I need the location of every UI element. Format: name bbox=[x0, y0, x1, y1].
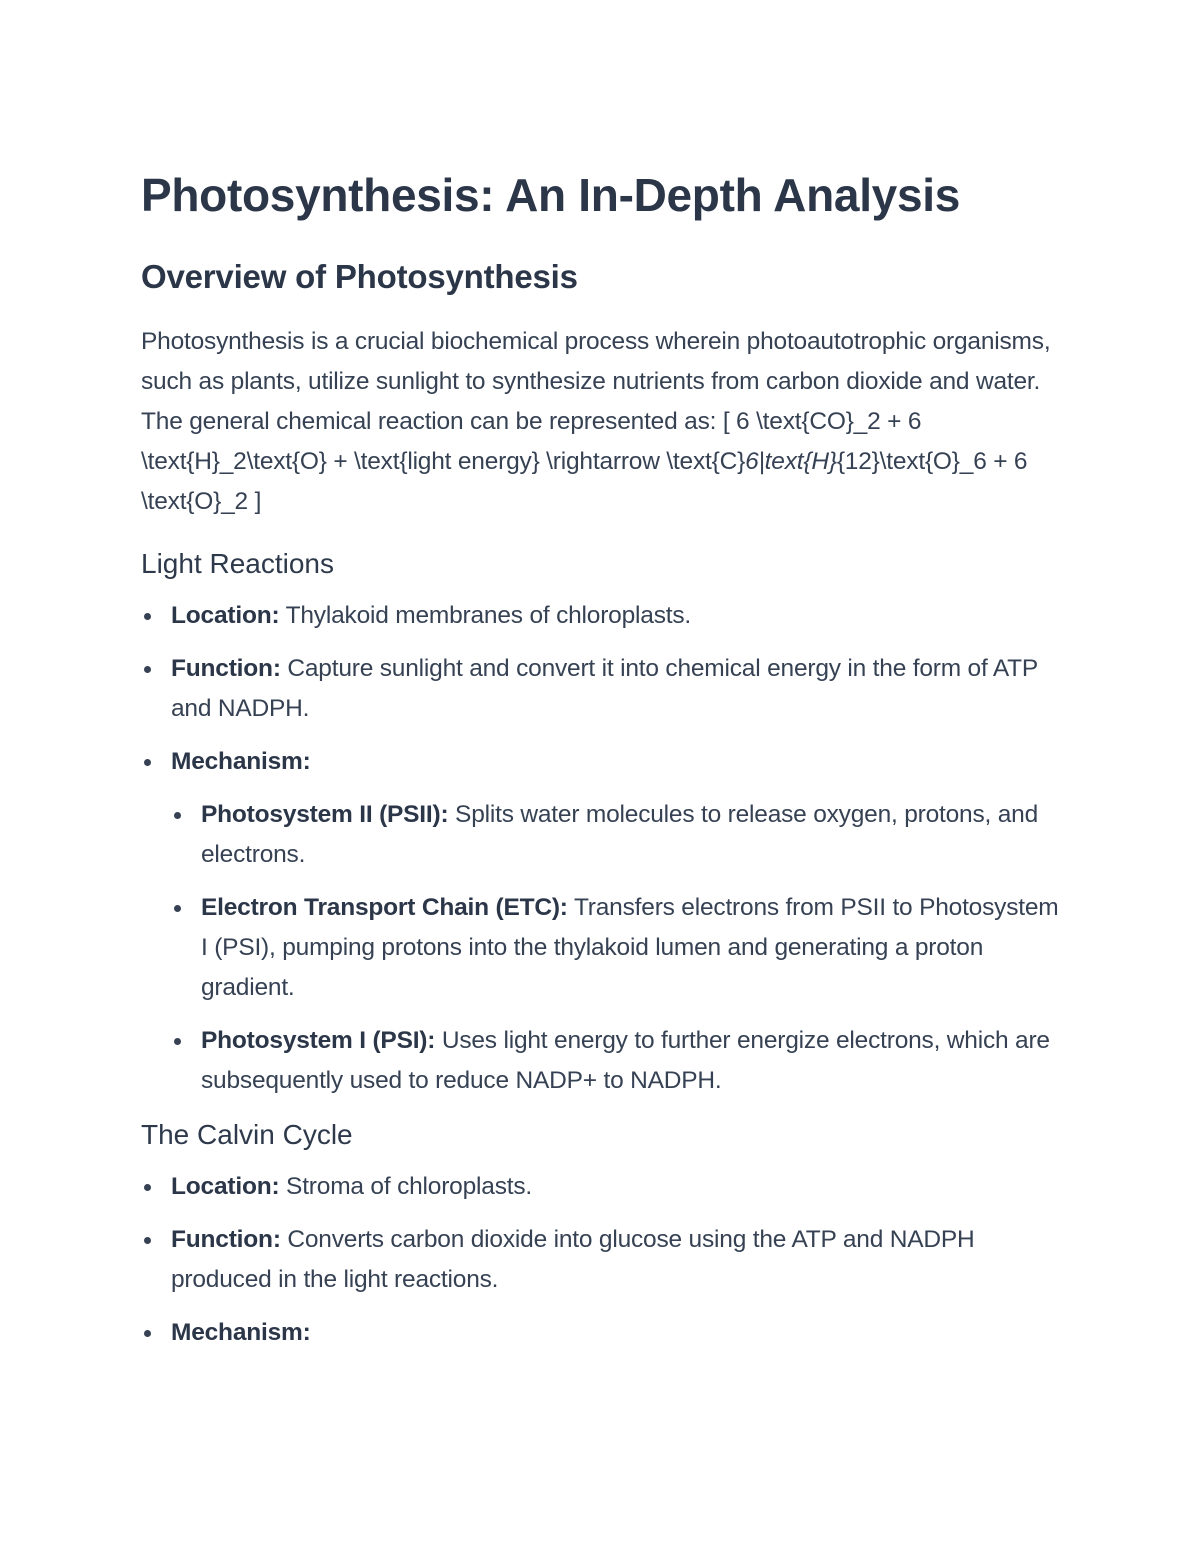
bullet-icon bbox=[144, 1184, 151, 1191]
item-label: Function: bbox=[171, 1226, 281, 1253]
light-mechanism-list bbox=[141, 795, 1071, 1101]
list-item bbox=[141, 1220, 1071, 1300]
overview-text-part2: {12}\text{O}_6 + 6 \text{O}_2 ] bbox=[141, 448, 1028, 515]
list-item bbox=[141, 1167, 1071, 1207]
bullet-icon bbox=[174, 1038, 181, 1045]
item-text: Uses light energy to further energize electrons, which are subsequently used to reduce NADP+ to NADPH. bbox=[201, 1027, 1050, 1094]
overview-paragraph bbox=[141, 322, 1071, 522]
bullet-icon bbox=[144, 759, 151, 766]
bullet-icon bbox=[144, 1330, 151, 1337]
list-item bbox=[141, 795, 1071, 875]
bullet-icon bbox=[174, 812, 181, 819]
item-label: Electron Transport Chain (ETC): bbox=[201, 894, 568, 921]
item-text: Transfers electrons from PSII to Photosystem I (PSI), pumping protons into the thylakoid lumen and generating a proton gradient. bbox=[201, 894, 1059, 1001]
item-text: Splits water molecules to release oxygen, protons, and electrons. bbox=[201, 801, 1039, 868]
item-text: Converts carbon dioxide into glucose using the ATP and NADPH produced in the light reactions. bbox=[171, 1226, 975, 1293]
item-label: Location: bbox=[171, 602, 280, 629]
document-content bbox=[141, 160, 1071, 1366]
calvin-cycle-heading: The Calvin Cycle bbox=[141, 1119, 353, 1150]
list-item bbox=[141, 742, 1071, 782]
bullet-icon bbox=[174, 905, 181, 912]
overview-text-part1: Photosynthesis is a crucial biochemical process wherein photoautotrophic organisms, such as plants, utilize sunlight to synthesize nutrients from carbon dioxide and water. The general chemical reaction can be represented as: [ 6 \text{CO}_2 + 6 \text{H}_2\text{O} + \text{light energy} \rightarrow \text{C} bbox=[141, 328, 1051, 475]
overview-text-italic: 6|text{H} bbox=[745, 448, 837, 475]
overview-heading: Overview of Photosynthesis bbox=[141, 258, 578, 295]
item-label: Photosystem I (PSI): bbox=[201, 1027, 436, 1054]
item-text: Capture sunlight and convert it into chemical energy in the form of ATP and NADPH. bbox=[171, 655, 1038, 722]
list-item bbox=[141, 888, 1071, 1008]
light-reactions-list bbox=[141, 596, 1071, 782]
item-text: Thylakoid membranes of chloroplasts. bbox=[279, 602, 692, 629]
item-label: Mechanism: bbox=[171, 748, 311, 775]
item-text: Stroma of chloroplasts. bbox=[279, 1173, 533, 1200]
light-reactions-heading: Light Reactions bbox=[141, 548, 335, 579]
item-label: Mechanism: bbox=[171, 1319, 311, 1346]
bullet-icon bbox=[144, 613, 151, 620]
item-label: Location: bbox=[171, 1173, 280, 1200]
bullet-icon bbox=[144, 1237, 151, 1244]
list-item bbox=[141, 1021, 1071, 1101]
bullet-icon bbox=[144, 666, 151, 673]
item-label: Function: bbox=[171, 655, 281, 682]
list-item bbox=[141, 596, 1071, 636]
list-item bbox=[141, 649, 1071, 729]
calvin-cycle-list bbox=[141, 1167, 1071, 1353]
list-item bbox=[141, 1313, 1071, 1353]
item-label: Photosystem II (PSII): bbox=[201, 801, 449, 828]
document-title: Photosynthesis: An In-Depth Analysis bbox=[141, 169, 960, 221]
